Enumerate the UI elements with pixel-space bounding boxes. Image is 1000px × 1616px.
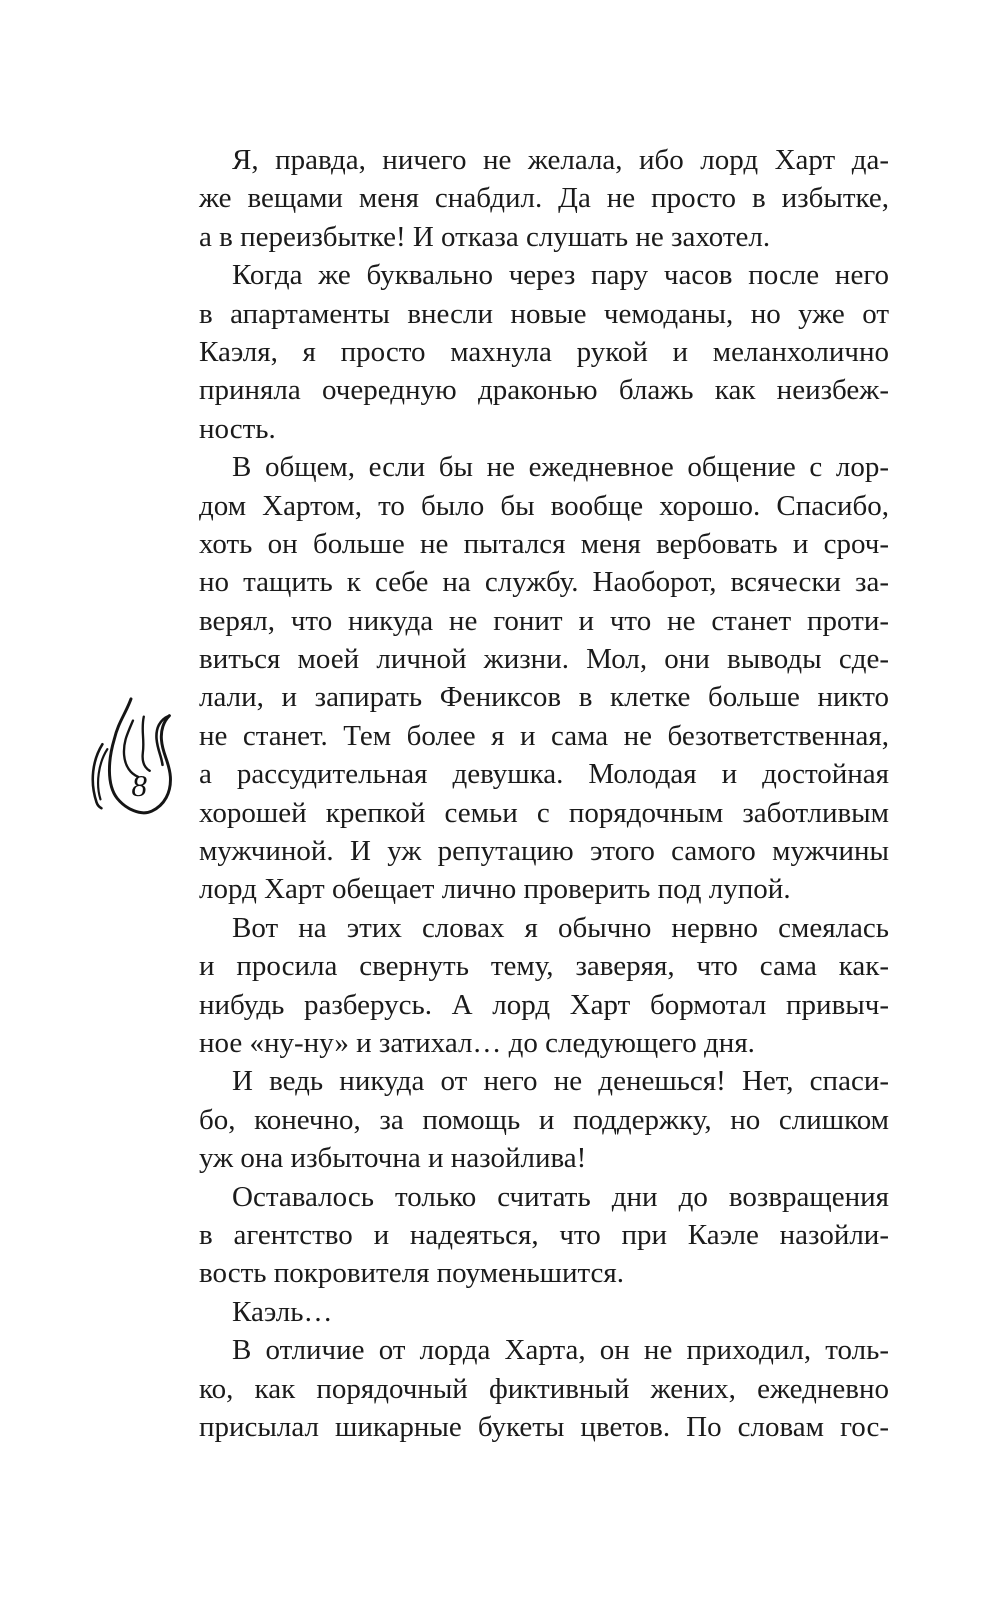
page-number-marker (84, 694, 176, 822)
page-text (199, 141, 889, 1446)
text-line: присылал шикарные букеты цветов. По словам гос- (199, 1410, 889, 1443)
text-line: ность. (199, 412, 276, 445)
text-line: приняла очередную драконью блажь как неизбеж- (199, 374, 889, 407)
text-line: лорд Харт обещает лично проверить под лупой. (199, 873, 791, 906)
text-line: хорошей крепкой семьи с порядочным заботливым (199, 796, 889, 829)
page-number: 8 (131, 768, 147, 804)
text-line: Когда же буквально через пару часов после него (232, 259, 889, 292)
text-line: И ведь никуда от него не денешься! Нет, спаси- (232, 1065, 889, 1098)
text-line: нибудь разберусь. А лорд Харт бормотал привыч- (199, 988, 889, 1021)
text-line: верял, что никуда не гонит и что не станет проти- (199, 604, 889, 637)
text-line: ное «ну-ну» и затихал… до следующего дня. (199, 1026, 755, 1059)
text-line: Оставалось только считать дни до возвращения (232, 1180, 889, 1213)
text-line: не станет. Тем более я и сама не безответственная, (199, 719, 889, 752)
text-line: а рассудительная девушка. Молодая и достойная (199, 758, 889, 791)
text-line: Я, правда, ничего не желала, ибо лорд Харт да- (232, 144, 889, 176)
text-line: уж она избыточна и назойлива! (199, 1142, 587, 1175)
text-line: хоть он больше не пытался меня вербовать и сроч- (199, 527, 889, 560)
flame-icon (84, 694, 176, 822)
text-line: но тащить к себе на службу. Наоборот, всячески за- (199, 566, 889, 599)
text-line: в апартаменты внесли новые чемоданы, но уже от (199, 297, 889, 330)
text-line: Каэль… (232, 1295, 333, 1328)
text-line: мужчиной. И уж репутацию этого самого мужчины (199, 835, 889, 868)
text-line: Вот на этих словах я обычно нервно смеялась (232, 911, 889, 944)
text-line: а в переизбытке! И отказа слушать не захотел. (199, 220, 771, 253)
text-line: лали, и запирать Фениксов в клетке больше никто (199, 681, 889, 714)
text-line: в агентство и надеяться, что при Каэле назойли- (199, 1218, 889, 1251)
text-line: бо, конечно, за помощь и поддержку, но слишком (199, 1103, 889, 1136)
text-line: вость покровителя поуменьшится. (199, 1257, 625, 1290)
text-line: В отличие от лорда Харта, он не приходил, толь- (232, 1334, 889, 1367)
text-line: ко, как порядочный фиктивный жених, ежедневно (199, 1372, 889, 1405)
text-line: дом Хартом, то было бы вообще хорошо. Спасибо, (199, 489, 889, 522)
text-line: и просила свернуть тему, заверяя, что сама как- (199, 950, 889, 983)
text-line: Каэля, я просто махнула рукой и меланхолично (199, 335, 889, 368)
text-line: виться моей личной жизни. Мол, они выводы сде- (199, 643, 889, 676)
text-line: В общем, если бы не ежедневное общение с лор- (232, 451, 889, 484)
text-line: же вещами меня снабдил. Да не просто в избытке, (199, 182, 889, 215)
